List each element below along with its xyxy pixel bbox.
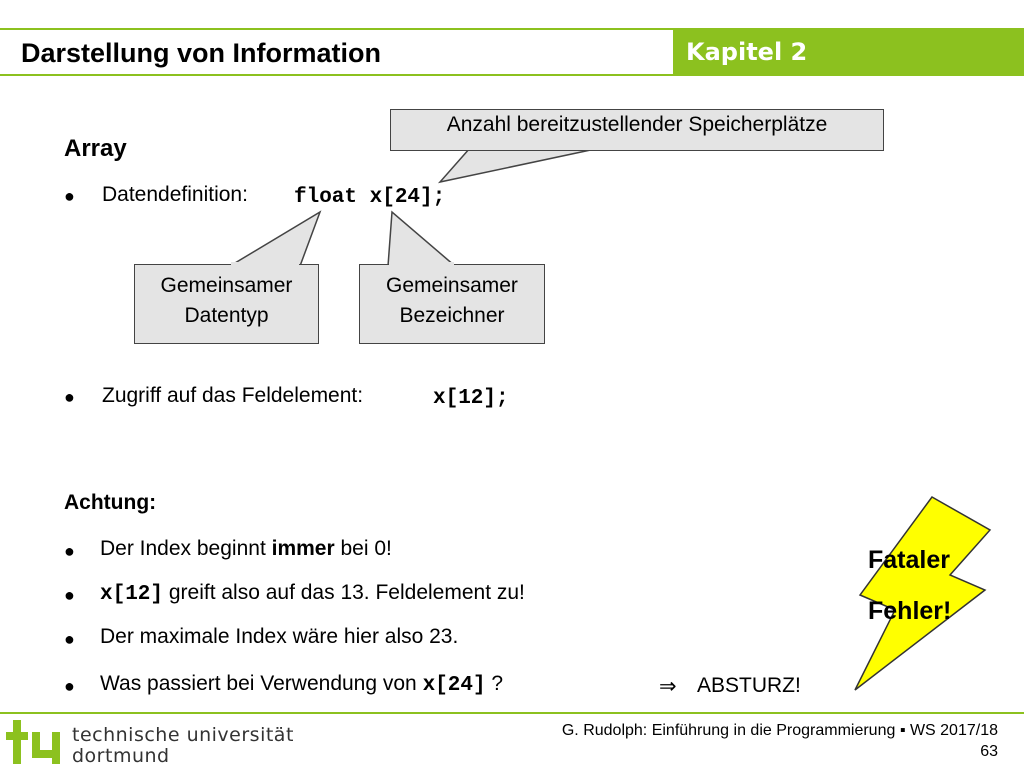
warning-item-2-text: greift also auf das 13. Feldelement zu! — [163, 581, 525, 604]
callout-common-identifier — [359, 264, 545, 344]
bullet-icon: ● — [64, 541, 75, 561]
bullet-icon: ● — [64, 585, 75, 605]
university-name-line2: dortmund — [72, 745, 170, 767]
top-callout-tail — [440, 148, 600, 182]
crash-label: ABSTURZ! — [697, 674, 801, 697]
access-code: x[12]; — [433, 387, 509, 410]
definition-code: float x[24]; — [294, 186, 446, 209]
university-name-line1: technische universität — [72, 724, 294, 746]
warning-item-2-code: x[12] — [100, 583, 164, 606]
bullet-icon: ● — [64, 676, 75, 696]
warning-item-3: Der maximale Index wäre hier also 23. — [100, 625, 459, 648]
lightning-text-line2: Fehler! — [868, 597, 952, 625]
bullet-icon: ● — [64, 186, 75, 206]
lightning-bolt-icon — [855, 497, 990, 690]
footer-citation: G. Rudolph: Einführung in die Programmierung ▪ WS 2017/18 — [561, 722, 998, 739]
right-callout-tail — [388, 212, 455, 266]
warning-item-4-after: ? — [485, 672, 504, 695]
warning-item-2 — [100, 581, 525, 606]
warning-item-1-before: Der Index beginnt — [100, 537, 272, 560]
warning-item-4 — [100, 672, 503, 697]
lightning-text-line1: Fataler — [868, 546, 950, 574]
callout-storage-count — [390, 109, 884, 151]
callout-storage-count-text: Anzahl bereitzustellender Speicherplätze — [446, 113, 828, 136]
bullet-icon: ● — [64, 387, 75, 407]
callout-common-type-line1: Gemeinsamer — [160, 274, 293, 297]
crash-arrow-icon: ⇒ — [659, 675, 677, 698]
warning-item-4-text: Was passiert bei Verwendung von — [100, 672, 423, 695]
bullet-icon: ● — [64, 629, 75, 649]
footer-rule — [0, 712, 1024, 714]
array-heading: Array — [64, 135, 127, 162]
tu-logo-icon — [4, 718, 66, 764]
slide-title: Darstellung von Information — [21, 38, 382, 68]
callout-joint — [471, 146, 599, 150]
warning-item-1 — [100, 537, 392, 561]
definition-label: Datendefinition: — [102, 183, 248, 206]
warning-item-1-bold: immer — [271, 537, 335, 560]
callout-joint — [389, 262, 454, 266]
warning-item-4-code: x[24] — [422, 674, 486, 697]
callout-common-identifier-line2: Bezeichner — [399, 304, 505, 327]
page-number: 63 — [980, 743, 998, 760]
access-label: Zugriff auf das Feldelement: — [102, 384, 364, 407]
callout-common-type-line2: Datentyp — [184, 304, 269, 327]
callout-joint — [231, 262, 299, 266]
callout-common-type — [134, 264, 319, 344]
warning-item-1-after: bei 0! — [334, 537, 392, 560]
left-callout-tail — [230, 212, 320, 266]
warning-heading: Achtung: — [64, 491, 157, 514]
chapter-label: Kapitel 2 — [686, 38, 808, 66]
callout-common-identifier-line1: Gemeinsamer — [386, 274, 518, 297]
